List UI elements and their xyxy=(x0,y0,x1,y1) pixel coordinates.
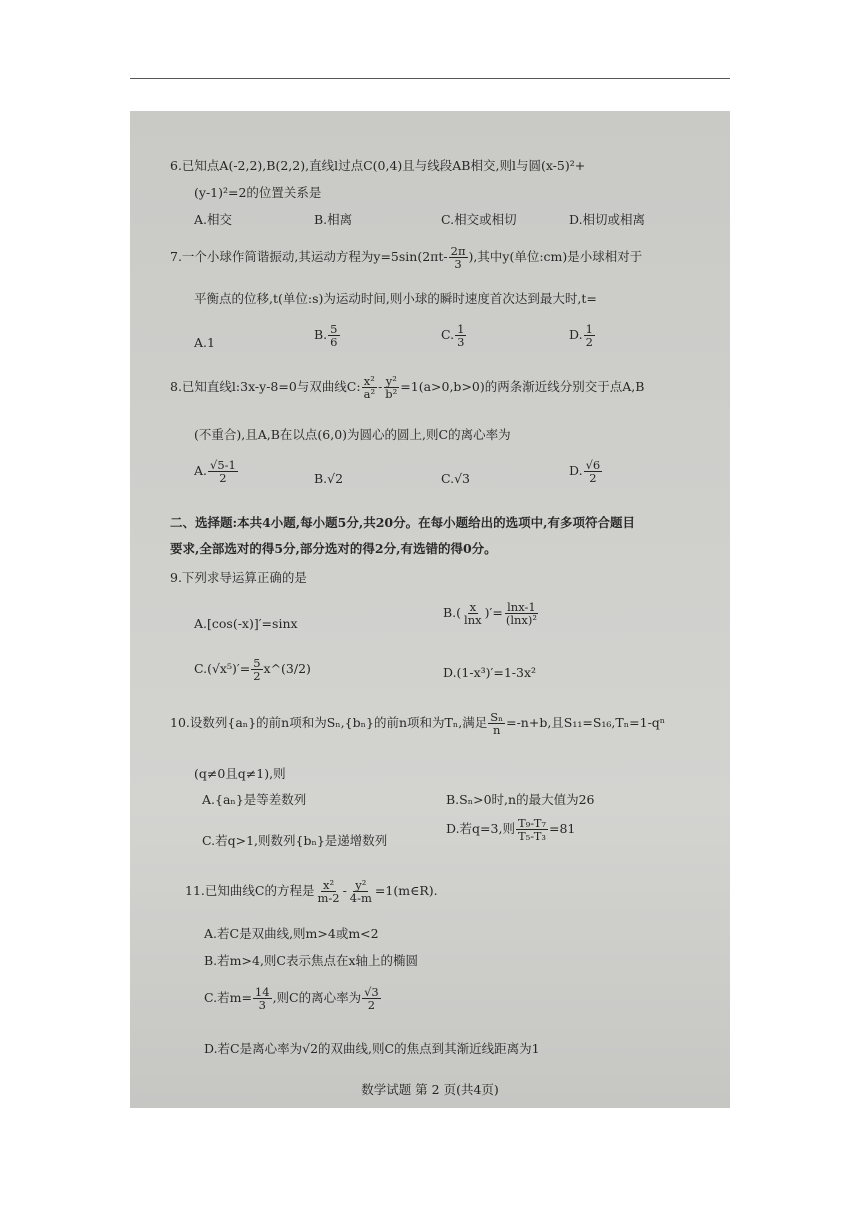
q7-option-d-frac xyxy=(584,323,595,348)
q9-option-a: A.[cos(-x)]′=sinx xyxy=(194,616,298,631)
q8-frac-y xyxy=(383,375,399,400)
q8-option-d-frac xyxy=(584,459,603,484)
q9-option-b-frac2-num: lnx-1 xyxy=(507,600,536,614)
q7-option-b-num: 5 xyxy=(330,322,338,336)
q11-option-d: D.若C是离心率为√2的双曲线,则C的焦点到其渐近线距离为1 xyxy=(204,1041,540,1056)
q11-option-a: A.若C是双曲线,则m>4或m<2 xyxy=(204,926,379,941)
q11-stem xyxy=(185,879,438,904)
q10-frac-den: n xyxy=(492,723,501,738)
q7-stem-part-a: 7.一个小球作简谐振动,其运动方程为y=5sin(2πt- xyxy=(170,249,448,265)
q9-option-c-part-a: C.(√x⁵)′= xyxy=(194,661,251,677)
q10-option-b: B.Sₙ>0时,n的最大值为26 xyxy=(446,792,595,807)
q9-option-b-part-b: )′= xyxy=(484,605,503,621)
q10-fraction xyxy=(488,711,505,736)
q6-option-d: D.相切或相离 xyxy=(569,212,646,227)
q9-option-b xyxy=(443,601,540,626)
q8-option-d-num: √6 xyxy=(585,458,601,472)
header-rule xyxy=(130,78,730,79)
q10-option-d xyxy=(446,817,575,842)
q8-frac-x xyxy=(362,375,377,400)
q8-option-d xyxy=(569,459,603,484)
q10-option-d-frac xyxy=(516,817,548,842)
q10-option-a: A.{aₙ}是等差数列 xyxy=(202,792,307,807)
q8-option-a-den: 2 xyxy=(219,471,227,486)
q7-frac-num: 2π xyxy=(450,244,466,258)
q7-option-c-frac xyxy=(455,323,466,348)
q8-option-d-label: D. xyxy=(569,463,583,479)
q9-option-c-den: 2 xyxy=(253,669,261,684)
q8-option-a xyxy=(194,459,239,484)
q9-option-c-frac xyxy=(251,657,262,682)
q10-option-c: C.若q>1,则数列{bₙ}是递增数列 xyxy=(202,833,388,848)
q8-frac-x-num: x² xyxy=(363,374,375,388)
q6-option-c: C.相交或相切 xyxy=(441,212,517,227)
q9-option-b-frac2-den: (lnx)² xyxy=(505,613,537,628)
q7-option-b-label: B. xyxy=(314,327,328,343)
q7-option-d-label: D. xyxy=(569,327,583,343)
q7-option-d xyxy=(569,323,596,348)
q11-option-c-frac1-num: 14 xyxy=(254,985,270,999)
q6-stem-line1: 6.已知点A(-2,2),B(2,2),直线l过点C(0,4)且与线段AB相交,则l与圆(x-5)²+ xyxy=(170,158,586,173)
q7-option-b-den: 6 xyxy=(330,335,338,350)
page-footer: 数学试题 第 2 页(共4页) xyxy=(361,1082,499,1097)
q8-stem-part-a: 8.已知直线l:3x-y-8=0与双曲线C: xyxy=(170,379,361,395)
q7-option-c-den: 3 xyxy=(457,335,465,350)
q10-option-d-den: T₅-T₃ xyxy=(517,829,546,844)
q7-option-d-den: 2 xyxy=(585,335,593,350)
q7-option-b-frac xyxy=(328,323,339,348)
q11-minus: - xyxy=(342,883,347,899)
q10-stem-part-b: =-n+b,且S₁₁=S₁₆,Tₙ=1-qⁿ xyxy=(506,715,666,731)
q11-stem-part-b: =1(m∈R). xyxy=(374,883,438,899)
q9-option-b-frac2 xyxy=(504,601,539,626)
q7-stem-part-b: ),其中y(单位:cm)是小球相对于 xyxy=(468,249,643,265)
q6-stem-line2: (y-1)²=2的位置关系是 xyxy=(194,185,322,200)
q10-option-d-part-b: =81 xyxy=(549,821,576,837)
q8-stem-line2: (不重合),且A,B在以点(6,0)为圆心的圆上,则C的离心率为 xyxy=(194,427,511,442)
q10-stem-line1 xyxy=(170,711,665,736)
q7-frac-den: 3 xyxy=(454,257,462,272)
q8-option-a-label: A. xyxy=(194,463,208,479)
q11-option-c-frac2-den: 2 xyxy=(367,998,376,1013)
q8-stem-part-b: =1(a>0,b>0)的两条渐近线分别交于点A,B xyxy=(400,379,645,395)
q8-option-d-den: 2 xyxy=(589,471,597,486)
q9-stem: 9.下列求导运算正确的是 xyxy=(170,570,307,585)
q9-option-c-part-b: x^(3/2) xyxy=(263,661,311,677)
q11-option-c-part-a: C.若m= xyxy=(204,990,252,1006)
q8-frac-y-den: b² xyxy=(385,387,398,402)
q8-option-a-frac xyxy=(208,459,238,484)
q8-frac-x-den: a² xyxy=(363,387,376,402)
q9-option-c xyxy=(194,657,311,682)
exam-page-photo xyxy=(130,111,730,1108)
q7-fraction xyxy=(449,245,468,270)
q6-option-b: B.相离 xyxy=(314,212,353,227)
q7-option-d-num: 1 xyxy=(585,322,593,336)
q9-option-b-frac1-num: x xyxy=(469,600,477,614)
q7-stem-line2: 平衡点的位移,t(单位:s)为运动时间,则小球的瞬时速度首次达到最大时,t= xyxy=(194,291,597,306)
q11-option-c-frac1 xyxy=(253,986,272,1011)
q8-option-b: B.√2 xyxy=(314,471,344,486)
q8-option-a-num: √5-1 xyxy=(210,458,236,472)
q9-option-b-frac1 xyxy=(462,601,484,626)
q6-option-a: A.相交 xyxy=(194,212,233,227)
q7-stem-line1 xyxy=(170,245,642,270)
q11-frac-y-den: 4-m xyxy=(349,891,372,906)
q11-option-c-frac2 xyxy=(362,986,381,1011)
q11-frac-y xyxy=(348,879,374,904)
q8-stem-line1 xyxy=(170,375,644,400)
q9-option-b-frac1-den: lnx xyxy=(464,613,482,628)
q11-frac-y-num: y² xyxy=(355,878,367,892)
q8-minus: - xyxy=(378,379,383,395)
q11-option-c-frac2-num: √3 xyxy=(364,985,379,999)
q10-stem-part-a: 10.设数列{aₙ}的前n项和为Sₙ,{bₙ}的前n项和为Tₙ,满足 xyxy=(170,715,488,731)
q11-option-c-frac1-den: 3 xyxy=(258,998,266,1013)
q11-frac-x-num: x² xyxy=(322,878,335,892)
q10-option-d-part-a: D.若q=3,则 xyxy=(446,821,515,837)
q7-option-c-label: C. xyxy=(441,327,455,343)
q7-option-a: A.1 xyxy=(194,335,215,350)
q10-frac-num: Sₙ xyxy=(490,710,504,724)
q11-option-c-part-b: ,则C的离心率为 xyxy=(272,990,362,1006)
section2-heading-line1: 二、选择题:本共4小题,每小题5分,共20分。在每小题给出的选项中,有多项符合题目 xyxy=(170,515,635,530)
q7-option-c-num: 1 xyxy=(457,322,465,336)
q11-stem-part-a: 11.已知曲线C的方程是 xyxy=(185,883,315,899)
q10-option-d-num: T₉-T₇ xyxy=(517,816,546,830)
q11-frac-x-den: m-2 xyxy=(317,891,340,906)
q9-option-b-part-a: B.( xyxy=(443,605,462,621)
q7-option-c xyxy=(441,323,467,348)
q8-frac-y-num: y² xyxy=(385,374,397,388)
q11-option-b: B.若m>4,则C表示焦点在x轴上的椭圆 xyxy=(204,953,419,968)
q11-option-c xyxy=(204,986,382,1011)
q7-option-b xyxy=(314,323,341,348)
q10-stem-line2: (q≠0且q≠1),则 xyxy=(194,766,286,781)
q9-option-d: D.(1-x³)′=1-3x² xyxy=(443,665,537,680)
q8-option-c: C.√3 xyxy=(441,471,471,486)
q11-frac-x xyxy=(315,879,341,904)
section2-heading-line2: 要求,全部选对的得5分,部分选对的得2分,有选错的得0分。 xyxy=(170,541,497,556)
q9-option-c-num: 5 xyxy=(253,656,261,670)
